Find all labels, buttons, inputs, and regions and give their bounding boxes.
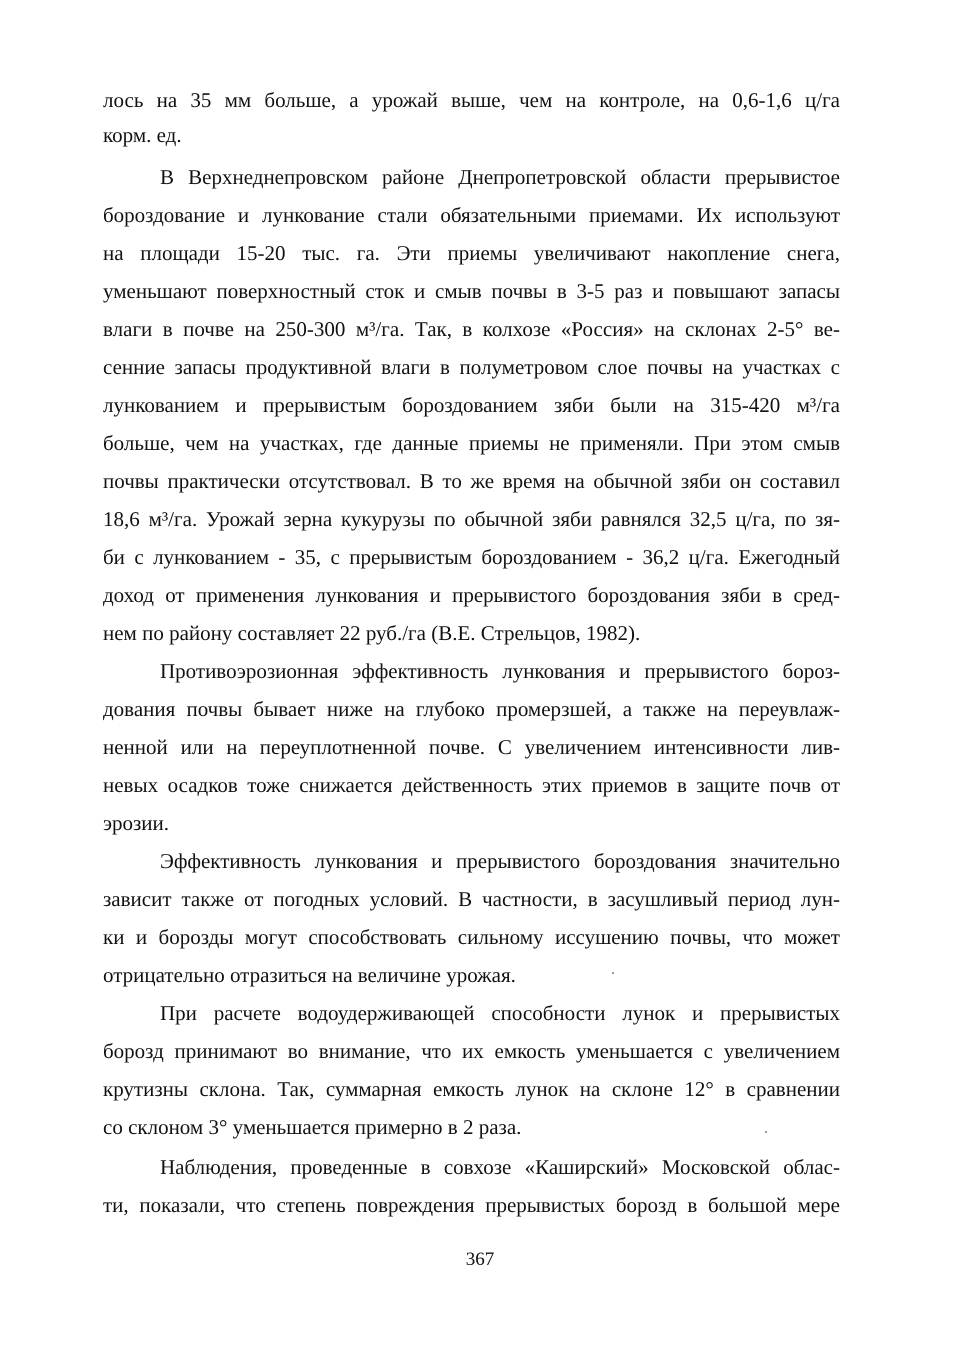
text-line: лось на 35 мм больше, а урожай выше, чем на контроле, на 0,6-1,6 ц/га (103, 88, 840, 112)
text-line: влаги в почве на 250-300 м³/га. Так, в колхозе «Россия» на склонах 2-5° ве- (103, 317, 840, 341)
text-line: сенние запасы продуктивной влаги в полуметровом слое почвы на участках с (103, 355, 840, 379)
text-line: доход от применения лункования и прерывистого бороздования зяби в сред- (103, 583, 840, 607)
text-line: би с лункованием - 35, с прерывистым бороздованием - 36,2 ц/га. Ежегодный (103, 545, 840, 569)
text-line: крутизны склона. Так, суммарная емкость лунок на склоне 12° в сравнении (103, 1077, 840, 1101)
text-line: нем по району составляет 22 руб./га (В.Е. Стрельцов, 1982). (103, 621, 641, 645)
paragraph-first-line: Наблюдения, проведенные в совхозе «Каширский» Московской облас- (160, 1155, 840, 1179)
text-line: на площади 15-20 тыс. га. Эти приемы увеличивают накопление снега, (103, 241, 840, 265)
scan-speck (765, 1131, 767, 1133)
text-line: 18,6 м³/га. Урожай зерна кукурузы по обычной зяби равнялся 32,5 ц/га, по зя- (103, 507, 840, 531)
text-line: отрицательно отразиться на величине урожая. (103, 963, 516, 987)
text-line: зависит также от погодных условий. В частности, в засушливый период лун- (103, 887, 840, 911)
text-line: со склоном 3° уменьшается примерно в 2 раза. (103, 1115, 522, 1139)
paragraph-first-line: Эффективность лункования и прерывистого бороздования значительно (160, 849, 840, 873)
scan-speck (612, 972, 614, 974)
paragraph-first-line: Противоэрозионная эффективность лункования и прерывистого бороз- (160, 659, 840, 683)
text-line: уменьшают поверхностный сток и смыв почвы в 3-5 раз и повышают запасы (103, 279, 840, 303)
text-line: почвы практически отсутствовал. В то же время на обычной зяби он составил (103, 469, 840, 493)
text-line: дования почвы бывает ниже на глубоко промерзшей, а также на переувлаж- (103, 697, 840, 721)
page-number: 367 (465, 1249, 495, 1270)
text-line: корм. ед. (103, 123, 182, 147)
text-line: больше, чем на участках, где данные приемы не применяли. При этом смыв (103, 431, 840, 455)
text-line: бороздование и лункование стали обязательными приемами. Их используют (103, 203, 840, 227)
text-line: борозд принимают во внимание, что их емкость уменьшается с увеличением (103, 1039, 840, 1063)
paragraph-first-line: При расчете водоудерживающей способности лунок и прерывистых (160, 1001, 840, 1025)
text-line: ти, показали, что степень повреждения прерывистых борозд в большой мере (103, 1193, 840, 1217)
paragraph-first-line: В Верхнеднепровском районе Днепропетровской области прерывистое (160, 165, 840, 189)
text-line: лункованием и прерывистым бороздованием зяби были на 315-420 м³/га (103, 393, 840, 417)
text-line: ненной или на переуплотненной почве. С увеличением интенсивности лив- (103, 735, 840, 759)
text-line: невых осадков тоже снижается действенность этих приемов в защите почв от (103, 773, 840, 797)
text-line: ки и борозды могут способствовать сильному иссушению почвы, что может (103, 925, 840, 949)
text-line: эрозии. (103, 811, 170, 835)
